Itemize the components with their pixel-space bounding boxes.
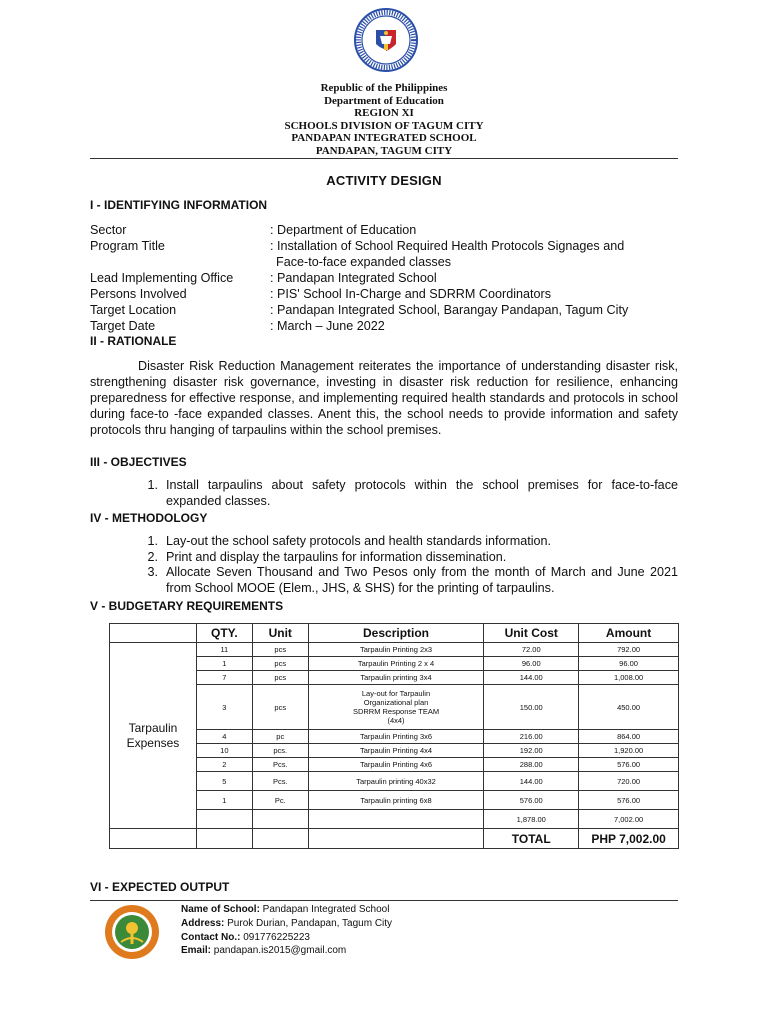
persons-label: Persons Involved bbox=[90, 287, 187, 301]
list-number: 1. bbox=[147, 534, 158, 548]
unit-cost-cell: 192.00 bbox=[484, 744, 579, 758]
school-name-value: Pandapan Integrated School bbox=[259, 904, 390, 915]
description-cell: Tarpaulin printing 6x8 bbox=[308, 791, 484, 810]
total-blank-cell bbox=[110, 829, 197, 849]
table-row bbox=[110, 643, 679, 657]
header-divider bbox=[90, 158, 678, 159]
description-cell: Tarpaulin Printing 3x6 bbox=[308, 730, 484, 744]
table-header-row bbox=[110, 624, 679, 643]
description-line: Organizational plan bbox=[363, 698, 429, 707]
subtotal-unit-cost: 1,878.00 bbox=[484, 810, 579, 829]
list-item bbox=[90, 565, 678, 596]
unit-cost-cell: 150.00 bbox=[484, 685, 579, 730]
qty-cell: 1 bbox=[196, 791, 252, 810]
amount-cell: 450.00 bbox=[579, 685, 679, 730]
header-cell-blank bbox=[110, 624, 197, 643]
address-value: Purok Durian, Pandapan, Tagum City bbox=[224, 917, 393, 929]
unit-cost-cell: 288.00 bbox=[484, 758, 579, 772]
program-value-continued: Face-to-face expanded classes bbox=[276, 255, 452, 269]
unit-cell: Pc. bbox=[252, 791, 308, 810]
amount-cell: 720.00 bbox=[579, 772, 679, 791]
section-heading-methodology: IV - METHODOLOGY bbox=[90, 511, 208, 525]
methodology-text: Print and display the tarpaulins for information dissemination. bbox=[166, 549, 507, 564]
program-label: Program Title bbox=[90, 239, 165, 253]
objectives-list bbox=[90, 478, 678, 509]
description-cell: Tarpaulin Printing 4x6 bbox=[308, 758, 484, 772]
header-unit-cost: Unit Cost bbox=[484, 624, 579, 643]
unit-cost-cell: 576.00 bbox=[484, 791, 579, 810]
budget-table bbox=[109, 623, 679, 849]
header-line: SCHOOLS DIVISION OF TAGUM CITY bbox=[284, 119, 484, 132]
qty-cell: 7 bbox=[196, 671, 252, 685]
subtotal-amount: 7,002.00 bbox=[579, 810, 679, 829]
unit-cell: pc bbox=[252, 730, 308, 744]
school-logo-icon bbox=[104, 904, 160, 960]
section-heading-rationale: II - RATIONALE bbox=[90, 334, 177, 348]
contact-label: Contact No.: bbox=[181, 931, 241, 943]
methodology-text: Allocate Seven Thousand and Two Pesos only from the month of March and June 2021 from School MOOE (Elem., JHS, & SHS) for the printing of tarpaulins. bbox=[166, 565, 678, 595]
methodology-text: Lay-out the school safety protocols and health standards information. bbox=[166, 534, 552, 548]
school-contact-block bbox=[181, 903, 392, 958]
letterhead bbox=[0, 82, 768, 158]
section-heading-objectives: III - OBJECTIVES bbox=[90, 455, 187, 469]
total-blank-cell bbox=[308, 829, 484, 849]
header-line: Republic of the Philippines bbox=[320, 82, 448, 94]
office-value: : Pandapan Integrated School bbox=[270, 271, 437, 285]
list-item bbox=[90, 534, 678, 550]
office-label: Lead Implementing Office bbox=[90, 271, 234, 285]
unit-cost-cell: 72.00 bbox=[484, 643, 579, 657]
qty-cell: 10 bbox=[196, 744, 252, 758]
unit-cell: pcs bbox=[252, 643, 308, 657]
description-cell: Tarpaulin Printing 2x3 bbox=[308, 643, 484, 657]
rationale-paragraph bbox=[90, 358, 678, 438]
document-title: ACTIVITY DESIGN bbox=[326, 173, 442, 188]
description-cell: Tarpaulin Printing 4x4 bbox=[308, 744, 484, 758]
qty-cell: 4 bbox=[196, 730, 252, 744]
header-unit: Unit bbox=[252, 624, 308, 643]
unit-cost-cell: 96.00 bbox=[484, 657, 579, 671]
description-cell bbox=[308, 810, 484, 829]
total-label: TOTAL bbox=[484, 829, 579, 849]
header-qty: QTY. bbox=[196, 624, 252, 643]
qty-cell: 11 bbox=[196, 643, 252, 657]
persons-value: : PIS' School In-Charge and SDRRM Coordinators bbox=[270, 287, 551, 301]
total-blank-cell bbox=[196, 829, 252, 849]
email-label: Email: bbox=[181, 945, 212, 957]
description-cell: Tarpaulin printing 3x4 bbox=[308, 671, 484, 685]
description-cell: Tarpaulin printing 40x32 bbox=[308, 772, 484, 791]
unit-cell: pcs. bbox=[252, 744, 308, 758]
unit-cost-cell: 144.00 bbox=[484, 671, 579, 685]
section-heading-output: VI - EXPECTED OUTPUT bbox=[90, 880, 230, 894]
description-cell: Tarpaulin Printing 2 x 4 bbox=[308, 657, 484, 671]
description-line: (4x4) bbox=[387, 716, 405, 725]
address-label: Address: bbox=[181, 917, 225, 929]
amount-cell: 1,920.00 bbox=[579, 744, 679, 758]
location-label: Target Location bbox=[90, 303, 177, 317]
header-description: Description bbox=[308, 624, 484, 643]
unit-cell: pcs bbox=[252, 685, 308, 730]
qty-cell bbox=[196, 810, 252, 829]
date-value: : March – June 2022 bbox=[270, 319, 385, 333]
unit-cell: pcs bbox=[252, 671, 308, 685]
list-item bbox=[90, 550, 678, 566]
unit-cell bbox=[252, 810, 308, 829]
total-amount: PHP 7,002.00 bbox=[579, 829, 679, 849]
sector-label: Sector bbox=[90, 223, 127, 237]
header-line: Department of Education bbox=[324, 94, 444, 107]
unit-cell: pcs bbox=[252, 657, 308, 671]
qty-cell: 1 bbox=[196, 657, 252, 671]
program-value: : Installation of School Required Health Protocols Signages and bbox=[270, 239, 625, 253]
methodology-list bbox=[90, 534, 678, 596]
description-line: SDRRM Response TEAM bbox=[352, 707, 440, 716]
header-line: PANDAPAN INTEGRATED SCHOOL bbox=[291, 132, 477, 145]
contact-value: 091776225223 bbox=[240, 931, 310, 943]
school-name-label: Name of School: bbox=[181, 904, 260, 915]
description-cell bbox=[308, 685, 484, 730]
section-heading-identifying: I - IDENTIFYING INFORMATION bbox=[90, 198, 268, 212]
list-number: 3. bbox=[147, 565, 158, 579]
header-line: PANDAPAN, TAGUM CITY bbox=[315, 144, 453, 157]
list-number: 1. bbox=[147, 478, 158, 492]
amount-cell: 576.00 bbox=[579, 758, 679, 772]
list-item bbox=[90, 478, 678, 509]
email-value: pandapan.is2015@gmail.com bbox=[211, 945, 347, 957]
header-line: REGION XI bbox=[354, 107, 414, 120]
description-line: Lay-out for Tarpaulin bbox=[361, 689, 431, 698]
identifying-information bbox=[90, 222, 690, 334]
qty-cell: 2 bbox=[196, 758, 252, 772]
footer-divider bbox=[90, 900, 678, 901]
amount-cell: 792.00 bbox=[579, 643, 679, 657]
list-number: 2. bbox=[147, 549, 158, 564]
qty-cell: 5 bbox=[196, 772, 252, 791]
location-value: : Pandapan Integrated School, Barangay Pandapan, Tagum City bbox=[270, 303, 629, 317]
unit-cell: Pcs. bbox=[252, 772, 308, 791]
qty-cell: 3 bbox=[196, 685, 252, 730]
header-amount: Amount bbox=[579, 624, 679, 643]
total-blank-cell bbox=[252, 829, 308, 849]
amount-cell: 96.00 bbox=[579, 657, 679, 671]
amount-cell: 1,008.00 bbox=[579, 671, 679, 685]
deped-seal-icon bbox=[354, 8, 418, 72]
sector-value: : Department of Education bbox=[270, 223, 417, 237]
rationale-text: Disaster Risk Reduction Management reiterates the importance of understanding disaster risk, strengthening disaster risk governance, investing in disaster risk reduction for resilience, enhancing preparedness for effective response, and implementing required health standards and protocols in school during face-to -face expanded classes. Anent this, the school needs to provide information and safety protocols thru hanging of tarpaulins within the school premises. bbox=[90, 359, 678, 437]
amount-cell: 864.00 bbox=[579, 730, 679, 744]
date-label: Target Date bbox=[90, 319, 156, 333]
category-cell: Tarpaulin Expenses bbox=[110, 643, 197, 829]
unit-cost-cell: 144.00 bbox=[484, 772, 579, 791]
section-heading-budget: V - BUDGETARY REQUIREMENTS bbox=[90, 599, 284, 613]
amount-cell: 576.00 bbox=[579, 791, 679, 810]
unit-cost-cell: 216.00 bbox=[484, 730, 579, 744]
objective-text: Install tarpaulins about safety protocols within the school premises for face-to-face expanded classes. bbox=[166, 478, 678, 508]
total-row bbox=[110, 829, 679, 849]
unit-cell: Pcs. bbox=[252, 758, 308, 772]
